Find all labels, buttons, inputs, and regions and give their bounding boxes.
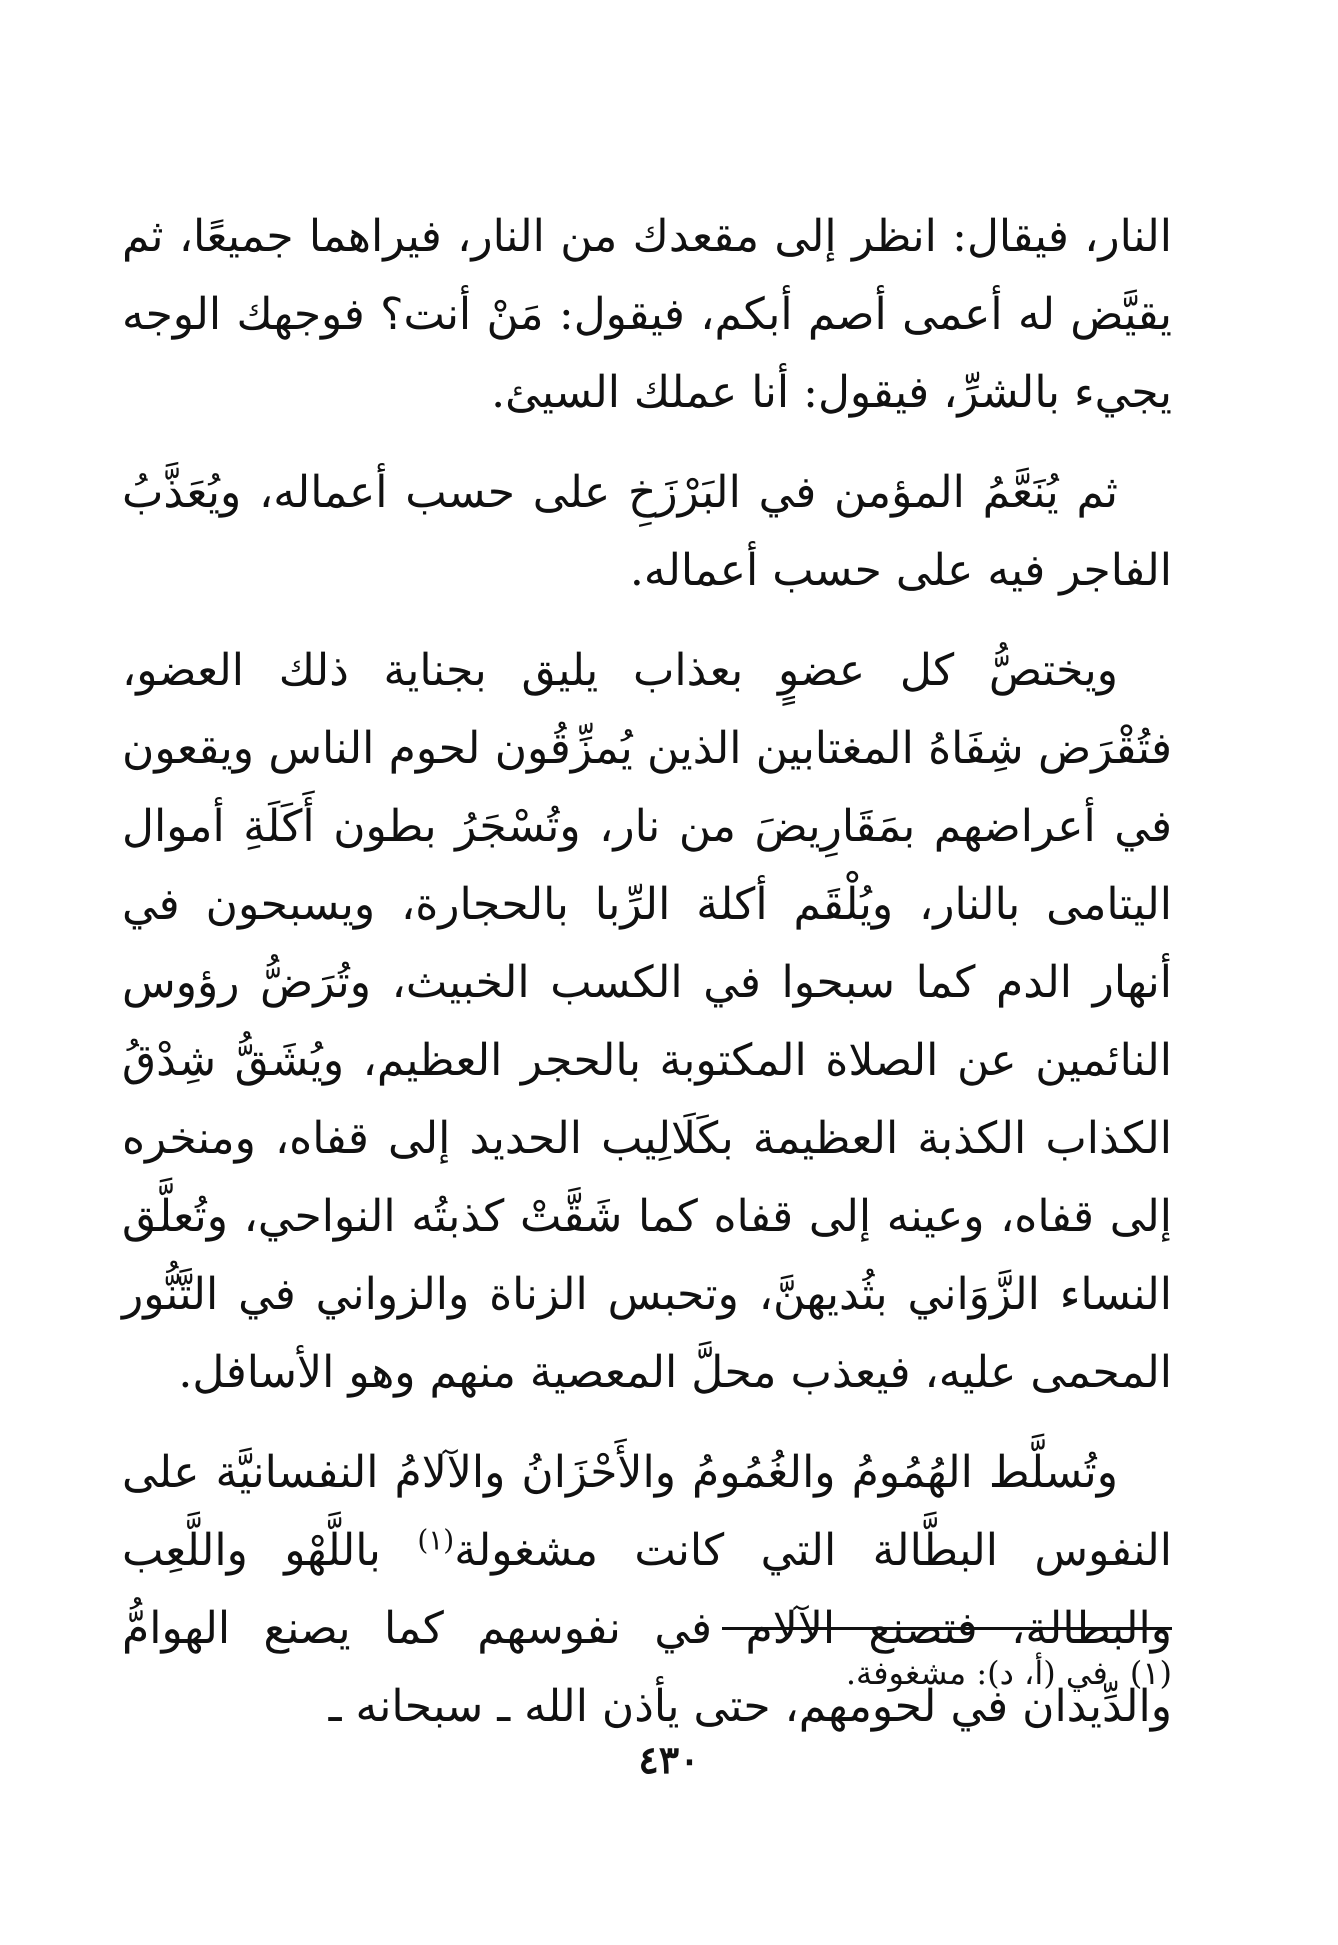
paragraph-2: ثم يُنَعَّمُ المؤمن في البَرْزَخِ على حسب أعماله، ويُعَذَّبُ الفاجر فيه على حسب أعماله.	[122, 467, 1172, 596]
paragraph-4	[122, 1434, 1172, 1746]
footnote-number: (١)	[1129, 1654, 1172, 1692]
paragraph-3: ويختصُّ كل عضوٍ بعذاب يليق بجناية ذلك العضو، فتُقْرَض شِفَاهُ المغتابين الذين يُمزِّقُون لحوم الناس ويقعون في أعراضهم بمَقَارِيضَ من نار، وتُسْجَرُ بطون أَكَلَةِ أموال اليتامى بالنار، ويُلْقَم أكلة الرِّبا بالحجارة، ويسبحون في أنهار الدم كما سبحوا في الكسب الخبيث، وتُرَضُّ رؤوس النائمين عن الصلاة المكتوبة بالحجر العظيم، ويُشَقُّ شِدْقُ الكذاب الكذبة العظيمة بكَلَالِيب الحديد إلى قفاه، ومنخره إلى قفاه، وعينه إلى قفاه كما شَقَّتْ كذبتُه النواحي، وتُعلَّق النساء الزَّوَاني بثُديهنَّ، وتحبس الزناة والزواني في التَّنُّور المحمى عليه، فيعذب محلَّ المعصية منهم وهو الأسافل.	[122, 645, 1173, 1398]
main-text	[122, 198, 1172, 1768]
footnote-text: في (أ، د): مشغوفة.	[845, 1654, 1108, 1692]
paragraph-1: النار، فيقال: انظر إلى مقعدك من النار، فيراهما جميعًا، ثم يقيَّض له أعمى أصم أبكم، فيقول: مَنْ أنت؟ فوجهك الوجه يجيء بالشرِّ، فيقول: أنا عملك السيئ.	[122, 211, 1172, 418]
footnote-separator	[722, 1627, 1172, 1630]
footnote-reference-mark[interactable]: (١)	[417, 1523, 455, 1557]
paragraph-4-text-before: وتُسلَّط الهُمُومُ والغُمُومُ والأَحْزَانُ والآلامُ النفسانيَّة على النفوس البطَّالة التي كانت مشغولة	[122, 1447, 1172, 1576]
page-number: ٤٣٠	[638, 1737, 700, 1782]
paragraph-4-text-after: باللَّهْو واللَّعِب والبطالة، فتصنع الآلام في نفوسهم كما يصنع الهوامُّ والدِّيدان في لحومهم، حتى يأذن الله ـ سبحانه ـ	[122, 1525, 1172, 1732]
footnote	[846, 1650, 1172, 1696]
